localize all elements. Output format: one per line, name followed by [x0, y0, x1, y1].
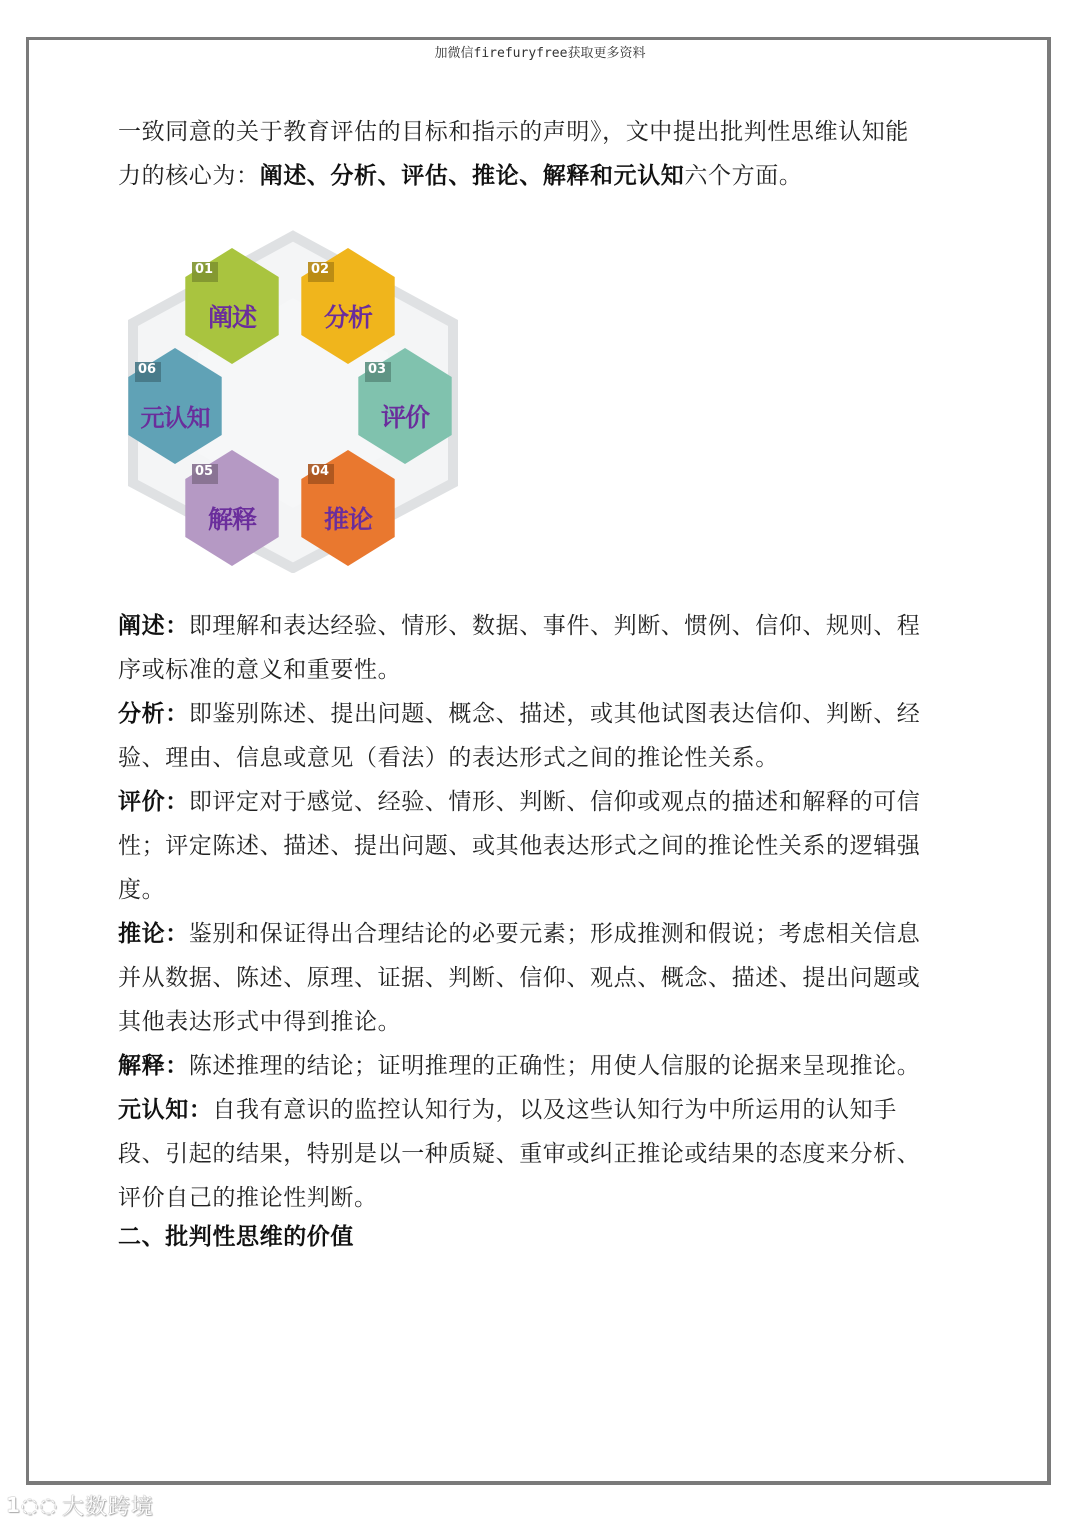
definition-term: 阐述 [118, 613, 166, 639]
intro-prefix: 力的核心为： [118, 163, 260, 189]
hexagon-label: 解释 [207, 505, 256, 534]
hexagon-item [347, 348, 463, 464]
hexagon-label: 元认知 [140, 404, 210, 432]
definition-text: 评价自己的推论性判断。 [118, 1185, 378, 1211]
intro-line-2 [118, 154, 968, 198]
definition-line [118, 736, 968, 780]
definition-separator: ： [165, 921, 189, 947]
definition-text: 其他表达形式中得到推论。 [118, 1009, 402, 1035]
hexagon-item [117, 348, 233, 464]
hexagon-number: 01 [195, 262, 214, 277]
definition-line [118, 912, 968, 956]
watermark [6, 1488, 154, 1522]
hexagon-label: 评价 [380, 403, 429, 432]
definition-term: 元认知 [118, 1097, 189, 1123]
hexagon-number: 05 [195, 464, 214, 479]
intro-suffix: 六个方面。 [684, 163, 803, 189]
definition-separator: ： [165, 701, 189, 727]
definition-line [118, 1132, 968, 1176]
definition-line [118, 604, 968, 648]
hexagon-item [174, 248, 290, 364]
definition-item [118, 780, 968, 912]
definition-line [118, 1088, 968, 1132]
definition-term: 推论 [118, 921, 166, 947]
definitions-list [118, 604, 968, 1220]
header-note: 加微信firefuryfree获取更多资料 [434, 46, 646, 61]
definition-line [118, 868, 968, 912]
definition-text: 即理解和表达经验、情形、数据、事件、判断、惯例、信仰、规则、程 [188, 613, 921, 639]
hexagon-label: 阐述 [207, 303, 256, 332]
hexagon-label: 分析 [323, 303, 372, 332]
definition-item [118, 692, 968, 780]
hexagon-label: 推论 [323, 505, 372, 534]
definition-text: 验、理由、信息或意见（看法）的表达形式之间的推论性关系。 [118, 745, 779, 771]
definition-line [118, 1176, 968, 1220]
hexagon-number: 04 [311, 464, 330, 479]
definition-item [118, 1088, 968, 1220]
definition-item [118, 912, 968, 1044]
definition-term: 分析 [118, 701, 166, 727]
definition-item [118, 604, 968, 692]
definition-separator: ： [165, 1053, 189, 1079]
definition-line [118, 1000, 968, 1044]
definition-line [118, 824, 968, 868]
intro-paragraph [118, 110, 968, 198]
definition-text: 序或标准的意义和重要性。 [118, 657, 402, 683]
definition-text: 性；评定陈述、描述、提出问题、或其他表达形式之间的推论性关系的逻辑强 [118, 833, 921, 859]
definition-separator: ： [165, 613, 189, 639]
watermark-logo-icon: 1◌◌ [6, 1493, 58, 1517]
definition-text: 即评定对于感觉、经验、情形、判断、信仰或观点的描述和解释的可信 [188, 789, 921, 815]
definition-line [118, 956, 968, 1000]
definition-text: 并从数据、陈述、原理、证据、判断、信仰、观点、概念、描述、提出问题或 [118, 965, 921, 991]
definition-text: 即鉴别陈述、提出问题、概念、描述，或其他试图表达信仰、判断、经 [188, 701, 921, 727]
definition-text: 陈述推理的结论；证明推理的正确性；用使人信服的论据来呈现推论。 [188, 1053, 921, 1079]
six-skills-hexagon-diagram [118, 228, 468, 573]
definition-text: 自我有意识的监控认知行为，以及这些认知行为中所运用的认知手 [212, 1097, 897, 1123]
definition-item [118, 1044, 968, 1088]
watermark-text: 大数跨境 [61, 1494, 154, 1520]
hexagon-number: 03 [368, 362, 387, 377]
definition-term: 解释 [118, 1053, 166, 1079]
definition-line [118, 1044, 968, 1088]
definition-line [118, 648, 968, 692]
hexagon-item [290, 450, 406, 566]
intro-line-1: 一致同意的关于教育评估的目标和指示的声明》，文中提出批判性思维认知能 [118, 119, 909, 145]
hexagon-item [290, 248, 406, 364]
definition-line [118, 780, 968, 824]
hexagon-number: 02 [311, 262, 330, 277]
hexagon-number: 06 [138, 362, 157, 377]
definition-line [118, 692, 968, 736]
hexagon-item [174, 450, 290, 566]
intro-bold-terms: 阐述、分析、评估、推论、解释和元认知 [259, 163, 685, 189]
definition-text: 鉴别和保证得出合理结论的必要元素；形成推测和假说；考虑相关信息 [188, 921, 921, 947]
section-heading: 二、批判性思维的价值 [118, 1224, 354, 1250]
definition-term: 评价 [118, 789, 166, 815]
definition-text: 度。 [118, 877, 166, 903]
definition-separator: ： [188, 1097, 213, 1123]
definition-separator: ： [165, 789, 189, 815]
definition-text: 段、引起的结果，特别是以一种质疑、重审或纠正推论或结果的态度来分析、 [118, 1141, 921, 1167]
